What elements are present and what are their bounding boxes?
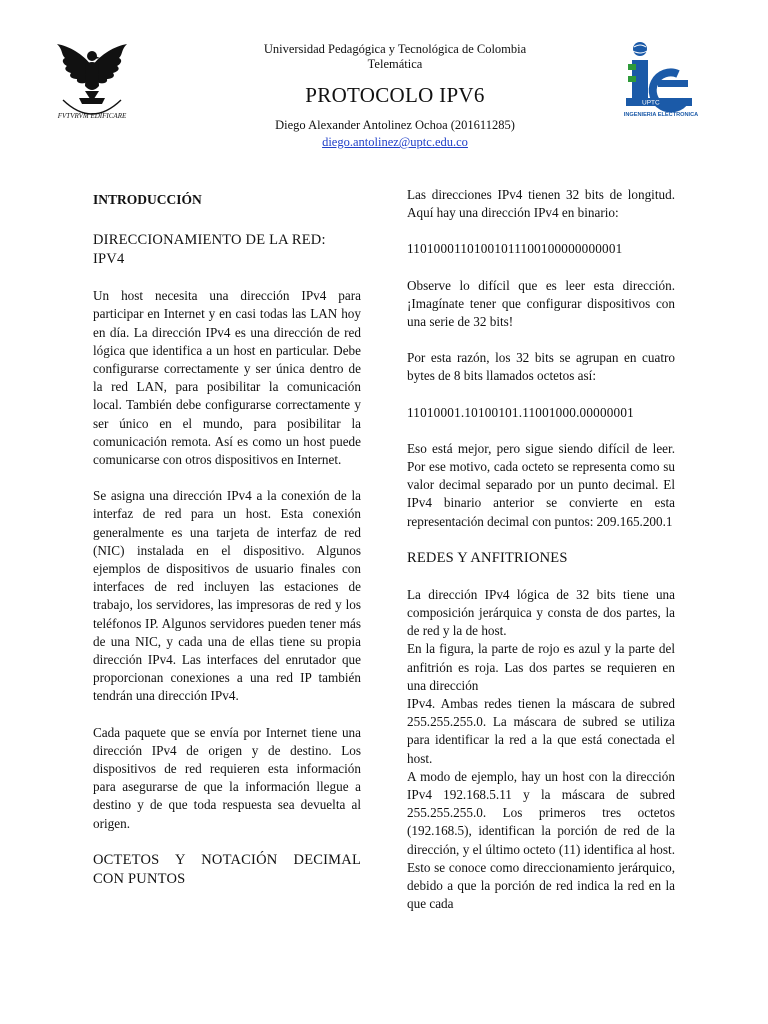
- paragraph: Las direcciones IPv4 tienen 32 bits de longitud. Aquí hay una dirección IPv4 en binario:: [407, 187, 675, 221]
- octet-address: 11010001.10100101.11001000.00000001: [407, 404, 634, 420]
- eagle-crest-icon: [55, 36, 129, 124]
- paragraph: IPv4. Ambas redes tienen la máscara de subred 255.255.255.0. La máscara de subred se utiliza para identificar la red a la que está conectada el host.: [407, 696, 675, 766]
- paragraph: Cada paquete que se envía por Internet tiene una dirección IPv4 de origen y de destino. Los dispositivos de red requieren esta información para asegurarse de que la información llegue a destino y de que toda respuesta sea devuelta al origen.: [93, 724, 361, 831]
- svg-text:FVTVRVM EDIFICARE: FVTVRVM EDIFICARE: [57, 112, 127, 120]
- author-email-link[interactable]: diego.antolinez@uptc.edu.co: [322, 135, 468, 149]
- section-heading-octets: [93, 851, 361, 889]
- section-heading-line: IPV4: [93, 251, 125, 268]
- section-heading-networks-hosts: REDES Y ANFITRIONES: [407, 549, 568, 566]
- department-name: Telemática: [367, 57, 423, 71]
- paragraph: Un host necesita una dirección IPv4 para participar en Internet y en casi todas las LAN hoy en día. La dirección IPv4 es una dirección de red lógica que identifica a un host en particular. Debe configurarse correctamente y ser única dentro de la red LAN, para posibilitar la comunicación local. También debe configurarse correctamente y ser único en el mundo, para posibilitar la comunicación remota. Así es como un host puede comunicarse con otros dispositivos en Internet.: [93, 288, 361, 468]
- section-heading-line: DIRECCIONAMIENTO DE LA RED:: [93, 232, 326, 249]
- university-name: Universidad Pedagógica y Tecnológica de Colombia: [263, 42, 527, 56]
- paragraph: A modo de ejemplo, hay un host con la dirección IPv4 192.168.5.11 y la máscara de subred 255.255.255.0. Los primeros tres octetos (192.168.5), identifican la porción de red de la dirección, y el último octeto (11) identifica al host. Esto se conoce como direccionamiento jerárquico, debido a que la porción de red indica la red en la que cada: [407, 768, 675, 912]
- header-text-block: [180, 0, 610, 151]
- section-heading-addressing: [93, 231, 361, 269]
- paragraph: Eso está mejor, pero sigue siendo difícil de leer. Por ese motivo, cada octeto se representa como su valor decimal separado por un punto decimal. El IPv4 binario anterior se convierte en esta representación decimal con puntos: 209.165.200.1: [407, 440, 675, 529]
- paragraph: Se asigna una dirección IPv4 a la conexión de la interfaz de red para un host. Esta conexión generalmente es una tarjeta de interfaz de red (NIC) instalada en el dispositivo. Algunos ejemplos de dispositivos de usuario finales con interfaces de red incluyen las estaciones de trabajo, los servidores, las impresoras de red y los teléfonos IP. Algunos servidores pueden tener más de una NIC, y cada una de ellas tiene su propia dirección IPv4. Las interfaces del enrutador que proporcionan conexiones a una red IP también tendrán una dirección IPv4.: [93, 488, 361, 704]
- paragraph: En la figura, la parte de rojo es azul y la parte del anfitrión es roja. Las dos partes se requieren en una dirección: [407, 641, 675, 693]
- introduction-heading: INTRODUCCIÓN: [93, 192, 202, 207]
- page-header: [0, 0, 768, 170]
- paragraph: La dirección IPv4 lógica de 32 bits tiene una composición jerárquica y consta de dos partes, la de red y la de host.: [407, 586, 675, 639]
- section-heading-line: OCTETOS Y NOTACIÓN DECIMAL: [93, 851, 361, 868]
- ie-uptc-logo-icon: [622, 40, 700, 120]
- logo-right-caption: INGENIERIA ELECTRONICA: [623, 112, 699, 118]
- left-column: [93, 188, 361, 889]
- author-name: Diego Alexander Antolinez Ochoa (201611285): [275, 118, 515, 132]
- binary-address: 11010001101001011100100000000001: [407, 241, 623, 257]
- right-column: [407, 186, 675, 914]
- section-heading-line: CON PUNTOS: [93, 870, 186, 887]
- logo-right-text: UPTC: [642, 99, 660, 107]
- paragraph: Por esta razón, los 32 bits se agrupan en cuatro bytes de 8 bits llamados octetos así:: [407, 350, 675, 384]
- paragraph: Observe lo difícil que es leer esta dirección. ¡Imagínate tener que configurar dispositivos con una serie de 32 bits!: [407, 277, 675, 330]
- paper-title: PROTOCOLO IPV6: [305, 83, 485, 107]
